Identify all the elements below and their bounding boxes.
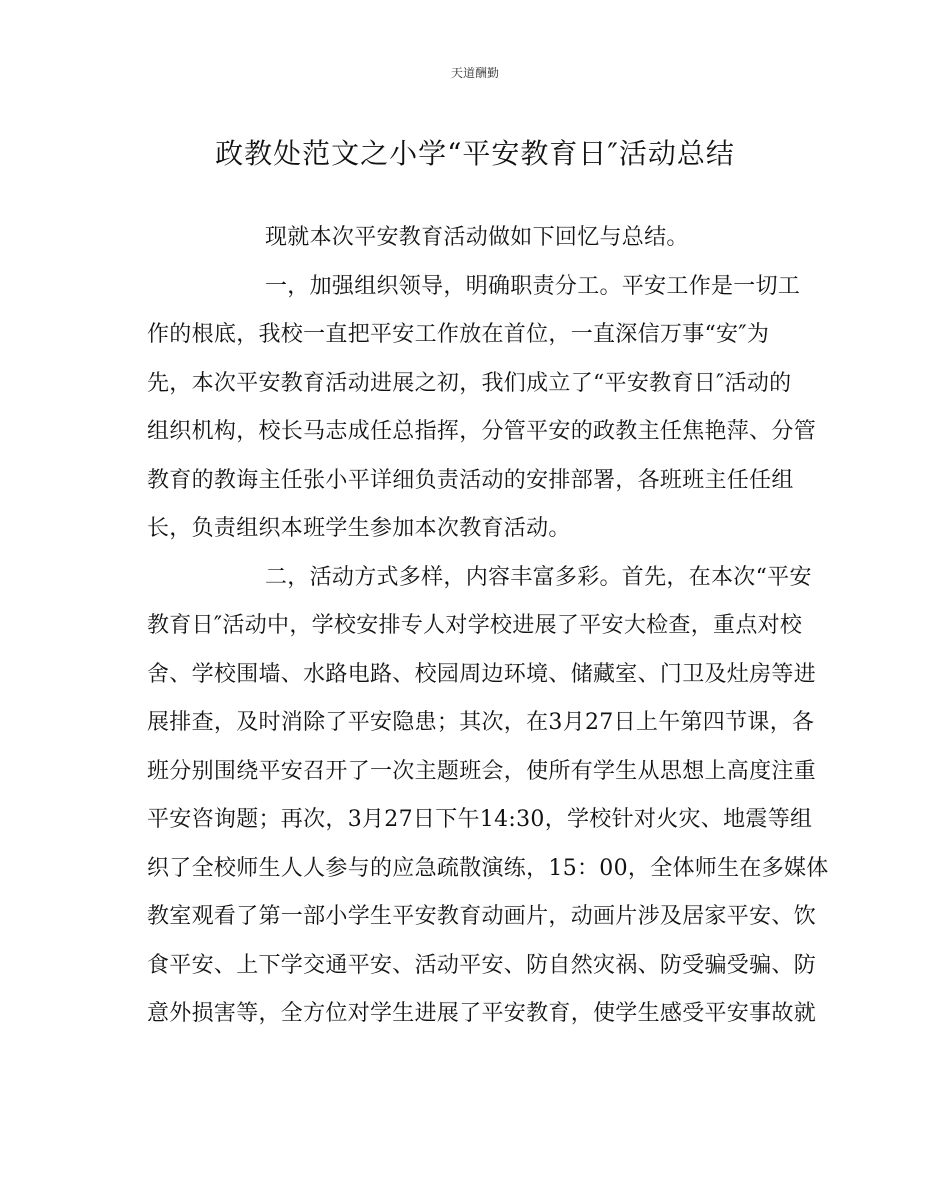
body-line: 舍、学校围墙、水路电路、校园周边环境、储藏室、门卫及灶房等进 [147,661,817,687]
body-line: 一，加强组织领导，明确职责分工。平安工作是一切工 [265,273,801,299]
body-line: 平安咨询题；再次，3月27日下午14:30，学校针对火灾、地震等组 [147,807,813,832]
body-line: 教育的教诲主任张小平详细负责活动的安排部署，各班班主任任组 [147,467,794,493]
document-body [147,222,829,1047]
body-line: 二，活动方式多样，内容丰富多彩。首先，在本次“平安 [265,564,812,590]
body-line: 教育日″活动中，学校安排专人对学校进展了平安大检查，重点对校 [147,613,803,638]
body-line: 作的根底，我校一直把平安工作放在首位，一直深信万事“安″为 [147,322,770,347]
body-line: 现就本次平安教育活动做如下回忆与总结。 [265,225,689,250]
body-line: 展排查，及时消除了平安隐患；其次，在3月27日上午第四节课，各 [147,710,815,735]
body-line: 教室观看了第一部小学生平安教育动画片，动画片涉及居家平安、饮 [147,904,817,929]
document-title: 政教处范文之小学“平安教育日″活动总结 [215,137,735,170]
body-line: 先，本次平安教育活动进展之初，我们成立了“平安教育日″活动的 [147,370,792,396]
running-header: 天道酬勤 [450,66,499,80]
body-line: 组织机构，校长马志成任总指挥，分管平安的政教主任焦艳萍、分管 [147,419,817,444]
body-line: 班分别围绕平安召开了一次主题班会，使所有学生从思想上高度注重 [147,758,817,784]
body-line: 织了全校师生人人参与的应急疏散演练，15：00，全体师生在多媒体 [147,855,829,881]
body-line: 意外损害等，全方位对学生进展了平安教育，使学生感受平安事故就 [147,1001,817,1026]
body-line: 长，负责组织本班学生参加本次教育活动。 [147,516,571,541]
body-line: 食平安、上下学交通平安、活动平安、防自然灾祸、防受骗受骗、防 [147,952,817,978]
